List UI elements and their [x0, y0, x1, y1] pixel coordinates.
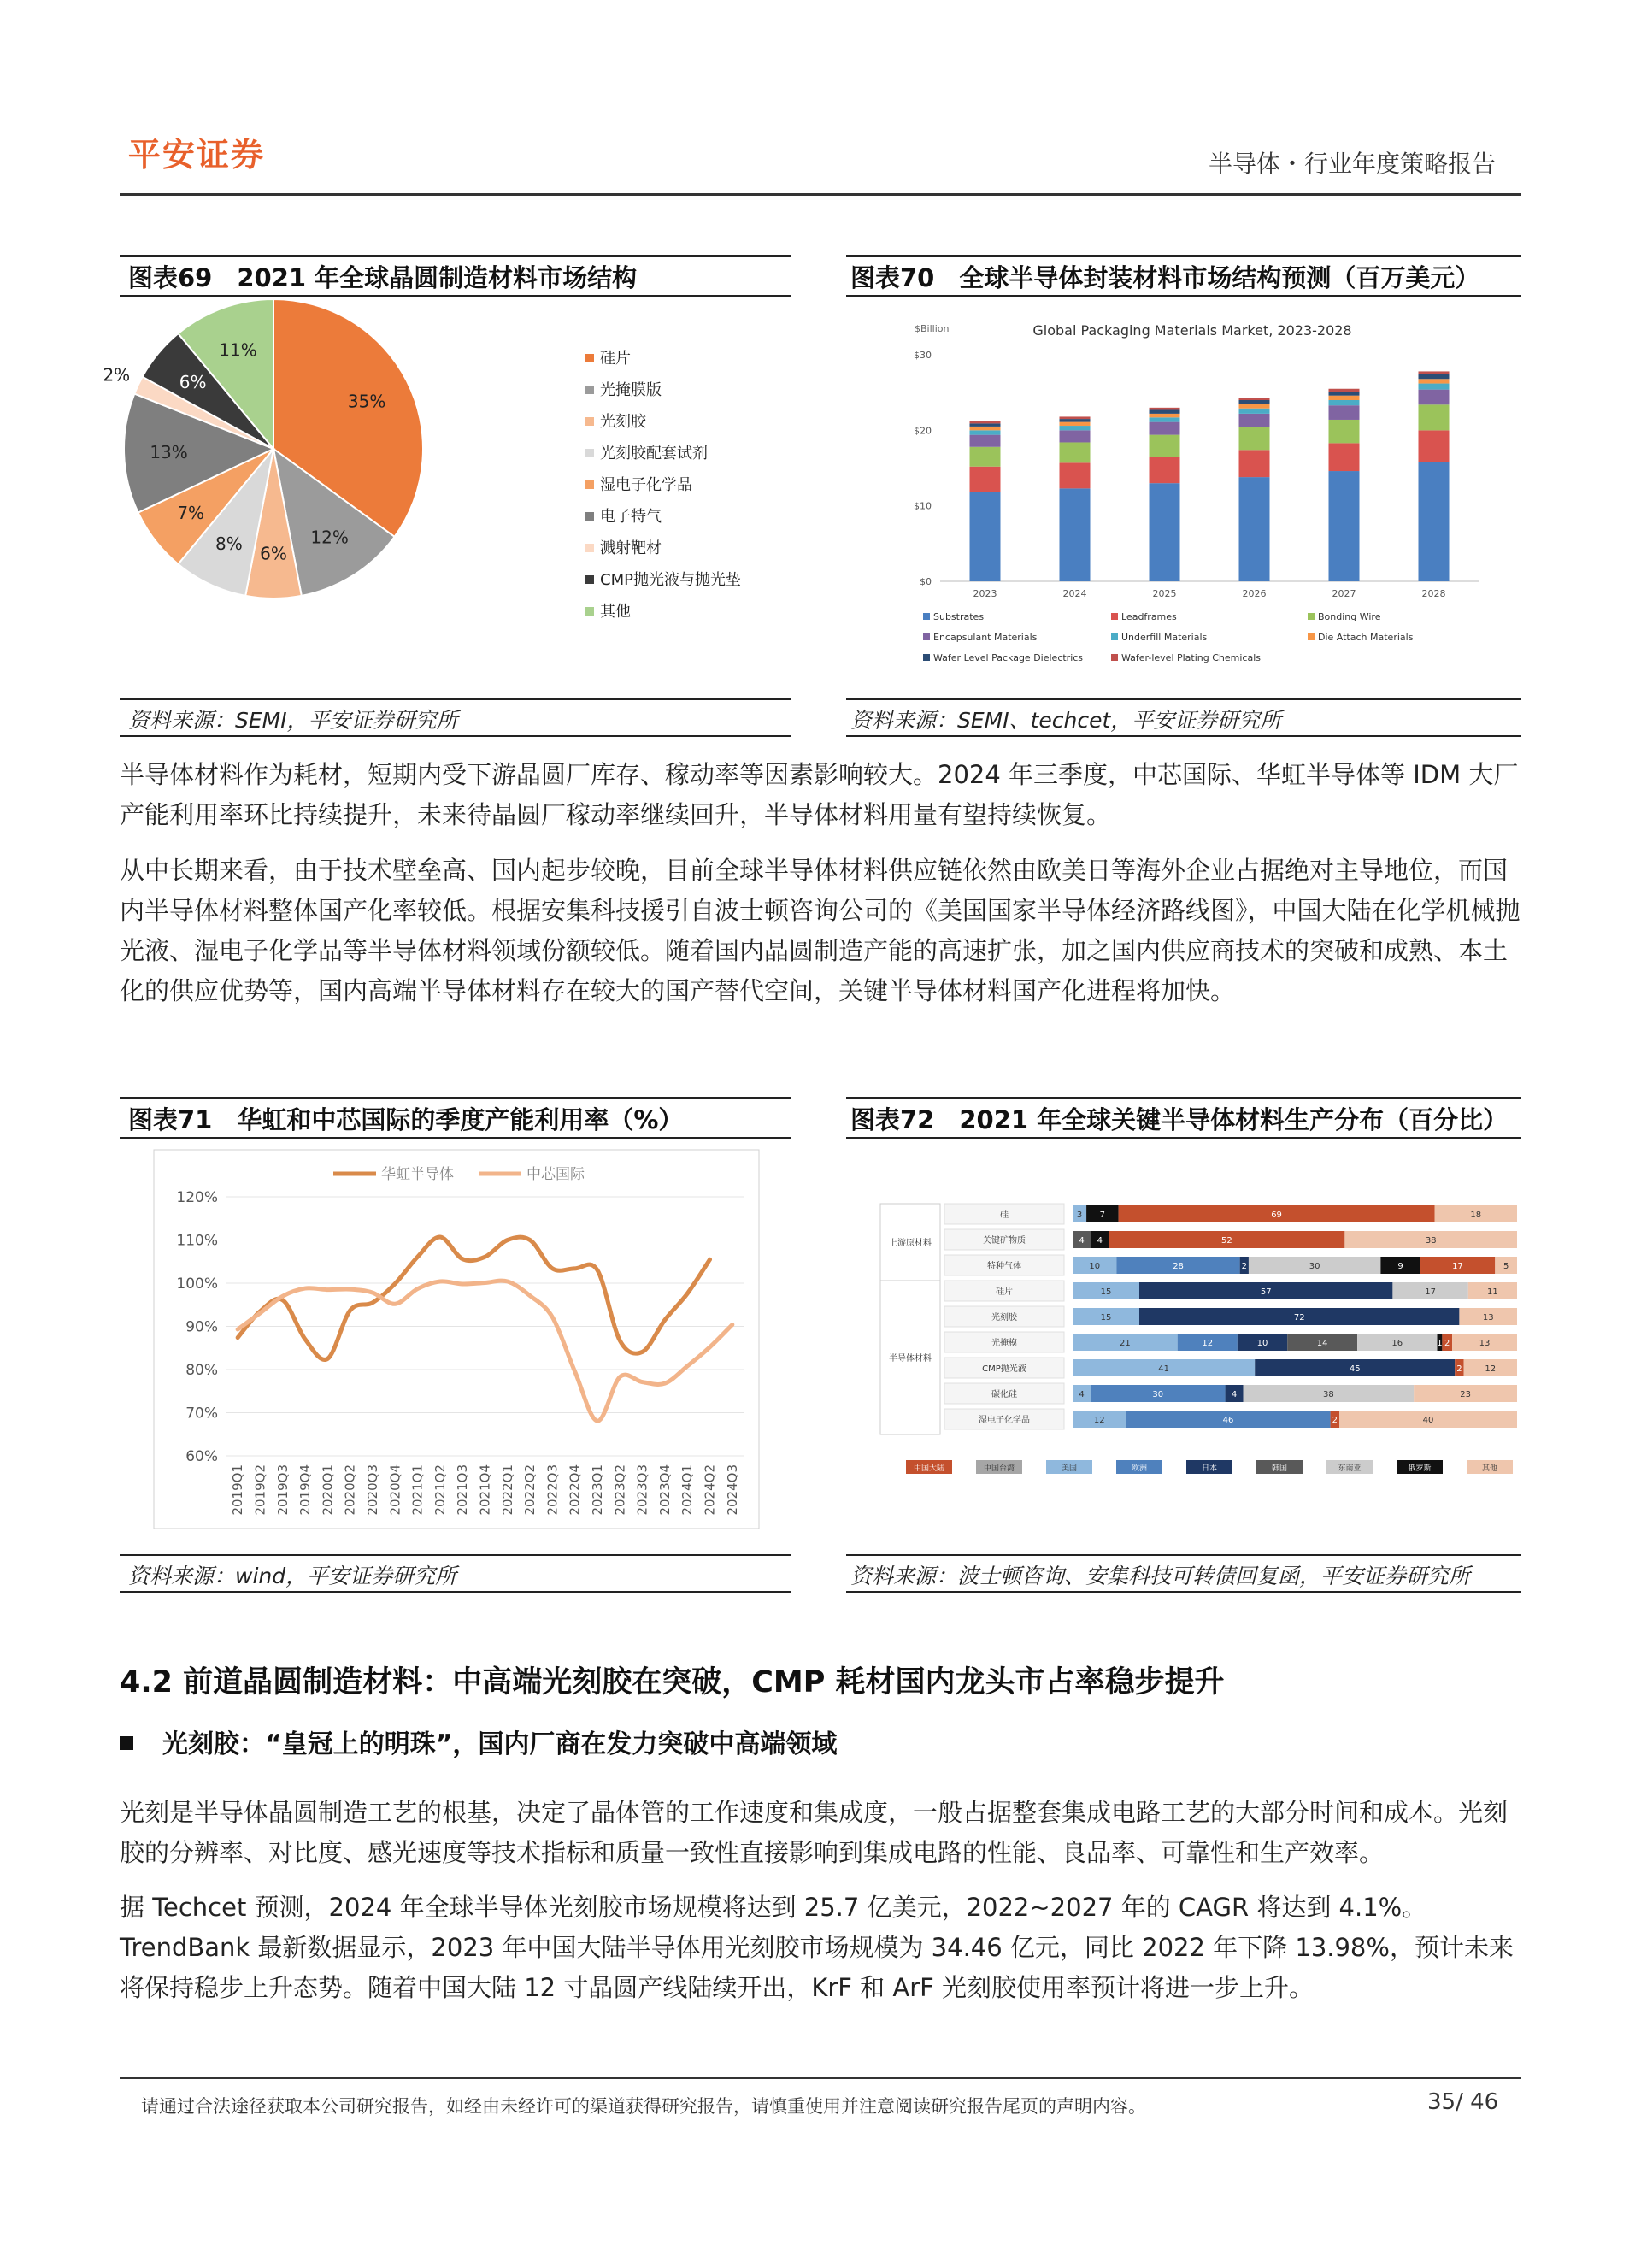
fig71-title: 图表71 华虹和中芯国际的季度产能利用率（%） [128, 1105, 684, 1134]
paragraph-1: 半导体材料作为耗材，短期内受下游晶圆厂库存、稼动率等因素影响较大。2024 年三季度，中芯国际、华虹半导体等 IDM 大厂产能利用率环比持续提升，未来待晶圆厂稼动率继续回升，半导体材料用量有望持续恢复。 [120, 760, 1519, 829]
fig70-bar-0-1 [970, 467, 1001, 492]
fig71-top-rule [120, 1097, 791, 1099]
legend-swatch-7 [585, 575, 594, 584]
fig72-row-label-5: 光掩模 [991, 1339, 1017, 1348]
legend-label-5: 电子特气 [600, 508, 662, 526]
fig71-ytick-1: 70% [185, 1405, 218, 1423]
fig72-legend-label-3: 欧洲 [1131, 1464, 1148, 1473]
fig70-bar-0-7 [970, 421, 1001, 424]
fig72-top-rule [846, 1097, 1521, 1099]
fig70-bar-3-4 [1239, 409, 1270, 414]
fig70-bar-3-3 [1239, 414, 1270, 427]
legend-swatch-6 [585, 544, 594, 552]
fig71-ytick-2: 80% [185, 1362, 218, 1379]
fig71-xtick-3: 2019Q4 [297, 1464, 314, 1516]
fig70-bar-1-3 [1060, 430, 1091, 442]
pie-label-6: 2% [103, 364, 131, 386]
fig72-bar-label-6-4: 45 [1349, 1364, 1361, 1374]
legend-label-6: 溅射靶材 [600, 539, 662, 557]
fig72-legend-label-2: 美国 [1061, 1464, 1078, 1473]
fig72-bar-label-4-10: 13 [1482, 1313, 1494, 1323]
pie-label-1: 12% [310, 527, 349, 548]
legend-swatch-0 [585, 354, 594, 362]
fig72-group-label-0: 上游原材料 [889, 1239, 932, 1248]
fig70-bar-1-1 [1060, 462, 1091, 488]
fig70-bar-3-2 [1239, 427, 1270, 451]
fig72-row-label-4: 光刻胶 [991, 1313, 1017, 1323]
fig72-legend-label-8: 其他 [1481, 1464, 1498, 1473]
fig70-bar-1-7 [1060, 416, 1091, 419]
fig71-xtick-17: 2023Q2 [612, 1464, 628, 1516]
fig72-bar-label-4-4: 72 [1293, 1313, 1305, 1323]
pie-label-7: 6% [179, 371, 207, 392]
header-divider [120, 193, 1521, 196]
fig72-bar-label-7-4: 4 [1231, 1390, 1238, 1399]
fig72-bar-label-5-10: 13 [1479, 1339, 1491, 1348]
fig70-bar-1-6 [1060, 419, 1091, 422]
fig72-row-label-3: 硅片 [996, 1287, 1013, 1297]
legend-swatch-5 [585, 512, 594, 521]
fig72-stacked-bar-chart [872, 1197, 1534, 1487]
fig70-bar-3-1 [1239, 450, 1270, 477]
fig72-bar-label-0-7: 7 [1099, 1211, 1106, 1220]
fig70-legend-swatch-0 [923, 613, 930, 620]
fig72-bar-label-0-2: 3 [1076, 1211, 1083, 1220]
fig72-bar-label-8-8: 2 [1332, 1416, 1338, 1425]
fig72-legend-label-4: 日本 [1201, 1464, 1218, 1473]
fig71-xtick-11: 2021Q4 [477, 1464, 493, 1516]
fig70-bar-4-7 [1329, 389, 1360, 392]
fig72-bar-label-2-4: 2 [1241, 1262, 1247, 1271]
fig72-bar-label-0-10: 18 [1470, 1211, 1482, 1220]
legend-swatch-3 [585, 449, 594, 457]
fig72-bar-label-5-5: 14 [1316, 1339, 1328, 1348]
pie-label-5: 13% [150, 441, 188, 462]
page-number: 35/ 46 [1427, 2089, 1499, 2115]
fig70-bar-3-6 [1239, 400, 1270, 404]
fig72-row-label-2: 特种气体 [987, 1262, 1021, 1271]
fig70-ytick-3: $30 [914, 350, 932, 361]
fig70-bar-1-4 [1060, 426, 1091, 430]
fig70-bar-5-3 [1419, 390, 1450, 405]
fig72-legend-label-0: 中国大陆 [913, 1464, 945, 1473]
fig71-ytick-5: 110% [176, 1232, 218, 1250]
fig72-row-label-7: 碳化硅 [991, 1390, 1017, 1399]
fig71-line-chart [154, 1150, 761, 1530]
legend-label-3: 光刻胶配套试剂 [600, 445, 708, 462]
fig70-bar-chart [897, 308, 1487, 684]
fig72-bar-label-4-2: 15 [1100, 1313, 1112, 1323]
legend-label-2: 光刻胶 [600, 413, 646, 431]
fig70-bar-5-5 [1419, 379, 1450, 383]
pie-label-0: 35% [347, 391, 386, 412]
section-heading: 4.2 前道晶圆制造材料：中高端光刻胶在突破，CMP 耗材国内龙头市占率稳步提升 [120, 1665, 1225, 1700]
fig70-legend-label-5: Die Attach Materials [1318, 632, 1414, 643]
pie-label-3: 8% [215, 533, 243, 554]
pie-label-8: 11% [219, 339, 257, 361]
fig70-bar-0-3 [970, 435, 1001, 447]
fig72-bar-label-3-10: 11 [1487, 1287, 1498, 1297]
fig70-bar-4-1 [1329, 443, 1360, 471]
fig70-bar-2-6 [1150, 409, 1180, 413]
fig70-bar-4-2 [1329, 420, 1360, 443]
fig72-row-label-8: 湿电子化学品 [979, 1416, 1030, 1425]
fig72-bar-label-7-6: 38 [1323, 1390, 1334, 1399]
fig70-bar-5-6 [1419, 374, 1450, 379]
fig69-title-rule [120, 295, 791, 297]
fig72-group-label-1: 半导体材料 [889, 1354, 932, 1364]
fig70-legend-swatch-7 [1111, 654, 1118, 661]
fig72-bar-label-7-10: 23 [1460, 1390, 1471, 1399]
fig70-ylabel: $Billion [915, 323, 950, 334]
fig72-bar-label-2-3: 28 [1173, 1262, 1184, 1271]
fig70-bar-2-3 [1150, 422, 1180, 435]
fig70-legend-label-1: Leadframes [1121, 611, 1177, 622]
fig71-ytick-6: 120% [176, 1189, 218, 1206]
fig70-bar-2-4 [1150, 417, 1180, 421]
fig70-legend-label-3: Encapsulant Materials [933, 632, 1038, 643]
pie-label-2: 6% [260, 543, 287, 564]
fig72-legend-label-6: 东南亚 [1338, 1464, 1362, 1473]
fig70-bar-3-7 [1239, 398, 1270, 400]
pie-label-4: 7% [177, 503, 205, 524]
fig71-xtick-1: 2019Q2 [252, 1464, 268, 1516]
fig70-legend-swatch-2 [1308, 613, 1315, 620]
fig71-xtick-14: 2022Q3 [544, 1464, 561, 1516]
fig72-legend-label-5: 韩国 [1271, 1464, 1288, 1473]
fig72-bar-label-8-3: 46 [1222, 1416, 1234, 1425]
fig70-bottom-rule [846, 735, 1521, 737]
fig71-xtick-22: 2024Q3 [724, 1464, 740, 1516]
fig71-title-rule [120, 1137, 791, 1139]
fig72-bar-label-3-6: 17 [1425, 1287, 1436, 1297]
fig70-xtick-0: 2023 [973, 588, 997, 599]
fig70-title: 图表70 全球半导体封装材料市场结构预测（百万美元） [850, 263, 1480, 292]
fig70-bar-2-7 [1150, 408, 1180, 410]
fig70-xtick-2: 2025 [1152, 588, 1177, 599]
fig72-bar-label-2-7: 9 [1397, 1262, 1403, 1271]
fig71-xtick-0: 2019Q1 [230, 1464, 246, 1516]
fig72-row-label-6: CMP抛光液 [982, 1364, 1026, 1374]
fig71-xtick-21: 2024Q2 [702, 1464, 718, 1516]
fig70-bar-2-1 [1150, 457, 1180, 483]
fig72-bar-label-1-8: 52 [1221, 1236, 1232, 1246]
footer-divider [120, 2077, 1521, 2079]
fig72-bar-label-6-2: 41 [1158, 1364, 1169, 1374]
fig70-bar-4-6 [1329, 392, 1360, 395]
fig70-legend-label-2: Bonding Wire [1318, 611, 1381, 622]
fig71-source-rule [120, 1554, 791, 1556]
fig72-bar-label-1-7: 4 [1097, 1236, 1103, 1246]
fig69-top-rule [120, 255, 791, 257]
fig71-xtick-19: 2023Q4 [656, 1464, 673, 1516]
fig69-bottom-rule [120, 735, 791, 737]
fig70-bar-3-0 [1239, 477, 1270, 581]
fig70-bar-2-2 [1150, 435, 1180, 457]
fig70-title-rule [846, 295, 1521, 297]
fig70-legend-swatch-4 [1111, 633, 1118, 640]
fig70-legend-label-4: Underfill Materials [1121, 632, 1208, 643]
fig72-bar-label-2-10: 5 [1503, 1262, 1509, 1271]
fig72-source: 资料来源：波士顿咨询、安集科技可转债回复函，平安证券研究所 [850, 1564, 1471, 1588]
legend-label-8: 其他 [600, 603, 631, 621]
fig72-bar-label-8-10: 40 [1422, 1416, 1434, 1425]
fig72-bar-label-6-8: 2 [1456, 1364, 1462, 1374]
sub-heading [120, 1723, 837, 1760]
fig70-legend-swatch-5 [1308, 633, 1315, 640]
fig71-ytick-3: 90% [185, 1318, 218, 1336]
fig71-xtick-16: 2023Q1 [590, 1464, 606, 1516]
fig70-bar-5-4 [1419, 384, 1450, 390]
fig70-top-rule [846, 255, 1521, 257]
fig72-bar-label-5-7: 1 [1437, 1339, 1443, 1348]
fig70-legend-label-6: Wafer Level Package Dielectrics [933, 652, 1084, 663]
fig72-bar-label-5-2: 21 [1119, 1339, 1131, 1348]
fig70-bar-4-4 [1329, 400, 1360, 405]
fig72-bar-label-7-2: 4 [1079, 1390, 1085, 1399]
fig72-bar-label-0-8: 69 [1271, 1211, 1282, 1220]
fig72-row-label-0: 硅 [1000, 1211, 1009, 1220]
legend-swatch-2 [585, 417, 594, 426]
fig71-xtick-6: 2020Q3 [364, 1464, 380, 1516]
fig70-bar-5-0 [1419, 462, 1450, 581]
fig72-bottom-rule [846, 1591, 1521, 1593]
fig70-bar-1-2 [1060, 442, 1091, 462]
paragraph-4: 据 Techcet 预测，2024 年全球半导体光刻胶市场规模将达到 25.7 亿美元，2022~2027 年的 CAGR 将达到 4.1%。TrendBank 最新数据显示，2023 年中国大陆半导体用光刻胶市场规模为 34.46 亿元，同比 2022 年下降 13.98%，预计未来将保持稳步上升态势。随着中国大陆 12 寸晶圆产线陆续开出，KrF 和 ArF 光刻胶使用率预计将进一步上升。 [120, 1893, 1514, 2002]
fig72-bar-label-5-8: 2 [1444, 1339, 1450, 1348]
square-bullet-icon [120, 1736, 133, 1750]
fig71-xtick-5: 2020Q2 [342, 1464, 358, 1516]
fig72-bar-label-8-2: 12 [1093, 1416, 1105, 1425]
fig72-bar-label-7-3: 30 [1152, 1390, 1164, 1399]
fig72-bar-label-5-4: 10 [1256, 1339, 1268, 1348]
fig70-ytick-0: $0 [920, 576, 932, 587]
fig72-bar-label-3-4: 57 [1260, 1287, 1272, 1297]
fig72-bar-label-2-6: 30 [1309, 1262, 1320, 1271]
fig72-source-rule [846, 1554, 1521, 1556]
fig72-bar-label-2-8: 17 [1452, 1262, 1463, 1271]
paragraph-2: 从中长期来看，由于技术壁垒高、国内起步较晚，目前全球半导体材料供应链依然由欧美日等海外企业占据绝对主导地位，而国内半导体材料整体国产化率较低。根据安集科技援引自波士顿咨询公司的《美国国家半导体经济路线图》，中国大陆在化学机械抛光液、湿电子化学品等半导体材料领域份额较低。随着国内晶圆制造产能的高速扩张，加之国内供应商技术的突破和成熟、本土化的供应优势等，国内高端半导体材料存在较大的国产替代空间，关键半导体材料国产化进程将加快。 [120, 856, 1520, 1005]
fig72-bar-label-5-3: 12 [1202, 1339, 1214, 1348]
fig70-bar-5-1 [1419, 430, 1450, 462]
fig72-bar-label-1-10: 38 [1425, 1236, 1437, 1246]
sub-heading-text: 光刻胶：“皇冠上的明珠”，国内厂商在发力突破中高端领域 [162, 1729, 838, 1759]
fig72-title-rule [846, 1137, 1521, 1139]
fig70-xtick-5: 2028 [1421, 588, 1446, 599]
fig70-bar-0-5 [970, 427, 1001, 430]
fig70-legend-swatch-1 [1111, 613, 1118, 620]
company-logo: 平安证券 [128, 136, 266, 174]
fig72-bar-label-6-10: 12 [1485, 1364, 1497, 1374]
fig70-bar-0-6 [970, 423, 1001, 427]
fig70-chart-title: Global Packaging Materials Market, 2023-2028 [1032, 322, 1352, 339]
legend-label-7: CMP抛光液与抛光垫 [600, 571, 741, 589]
fig70-bar-5-2 [1419, 404, 1450, 430]
fig70-bar-4-5 [1329, 396, 1360, 400]
fig69-source: 资料来源：SEMI，平安证券研究所 [128, 708, 458, 733]
fig72-bar-label-1-5: 4 [1079, 1236, 1085, 1246]
legend-swatch-1 [585, 386, 594, 394]
footer-disclaimer: 请通过合法途径获取本公司研究报告，如经由未经许可的渠道获得研究报告，请慎重使用并注意阅读研究报告尾页的声明内容。 [141, 2096, 1146, 2117]
fig70-ytick-2: $20 [914, 425, 932, 437]
fig69-pie-chart [103, 303, 791, 692]
legend-swatch-8 [585, 607, 594, 616]
paragraph-3: 光刻是半导体晶圆制造工艺的根基，决定了晶体管的工作速度和集成度，一般占据整套集成电路工艺的大部分时间和成本。光刻胶的分辨率、对比度、感光速度等技术指标和质量一致性直接影响到集成电路的性能、良品率、可靠性和生产效率。 [120, 1798, 1509, 1867]
fig72-bar-label-2-2: 10 [1089, 1262, 1101, 1271]
fig70-xtick-3: 2026 [1242, 588, 1267, 599]
fig70-bar-1-5 [1060, 422, 1091, 426]
fig69-title: 图表69 2021 年全球晶圆制造材料市场结构 [128, 263, 638, 292]
fig70-bar-3-5 [1239, 404, 1270, 408]
fig72-title: 图表72 2021 年全球关键半导体材料生产分布（百分比） [850, 1105, 1509, 1134]
legend-label-0: 硅片 [600, 350, 631, 368]
fig70-legend-swatch-3 [923, 633, 930, 640]
fig71-xtick-2: 2019Q3 [274, 1464, 291, 1516]
fig72-legend-label-1: 中国台湾 [983, 1464, 1015, 1473]
fig70-legend-swatch-6 [923, 654, 930, 661]
fig71-xtick-15: 2022Q4 [567, 1464, 583, 1516]
fig71-xtick-9: 2021Q2 [432, 1464, 448, 1516]
fig71-xtick-13: 2022Q2 [522, 1464, 538, 1516]
fig70-xtick-1: 2024 [1062, 588, 1087, 599]
fig71-xtick-7: 2020Q4 [387, 1464, 403, 1516]
legend-label-1: 光掩膜版 [600, 381, 662, 399]
fig71-legend-label-0: 华虹半导体 [381, 1166, 454, 1183]
fig70-legend-label-0: Substrates [933, 611, 985, 622]
fig70-bar-1-0 [1060, 488, 1091, 581]
fig70-bar-5-7 [1419, 371, 1450, 374]
fig70-bar-2-0 [1150, 483, 1180, 581]
fig72-legend-label-7: 俄罗斯 [1408, 1464, 1432, 1473]
fig72-bar-label-3-2: 15 [1100, 1287, 1112, 1297]
fig71-xtick-12: 2022Q1 [499, 1464, 515, 1516]
fig70-bar-4-3 [1329, 405, 1360, 420]
fig72-bar-label-5-6: 16 [1391, 1339, 1403, 1348]
fig71-ytick-4: 100% [176, 1275, 218, 1293]
fig71-xtick-4: 2020Q1 [320, 1464, 336, 1516]
document-title: 半导体・行业年度策略报告 [1208, 150, 1496, 178]
legend-label-4: 湿电子化学品 [600, 476, 692, 494]
fig71-ytick-0: 60% [185, 1448, 218, 1465]
fig71-xtick-10: 2021Q3 [455, 1464, 471, 1516]
fig70-bar-0-2 [970, 447, 1001, 467]
fig70-ytick-1: $10 [914, 500, 932, 512]
fig70-bar-0-0 [970, 492, 1001, 581]
fig70-bar-0-4 [970, 430, 1001, 434]
fig71-xtick-8: 2021Q1 [409, 1464, 426, 1516]
fig70-source: 资料来源：SEMI、techcet，平安证券研究所 [850, 708, 1282, 733]
fig69-source-rule [120, 698, 791, 700]
fig70-xtick-4: 2027 [1332, 588, 1356, 599]
fig70-bar-4-0 [1329, 471, 1360, 581]
fig71-legend-label-1: 中芯国际 [526, 1166, 585, 1183]
fig71-xtick-18: 2023Q3 [634, 1464, 650, 1516]
fig72-row-label-1: 关键矿物质 [983, 1236, 1026, 1246]
fig71-xtick-20: 2024Q1 [679, 1464, 696, 1516]
fig70-source-rule [846, 698, 1521, 700]
fig70-bar-2-5 [1150, 414, 1180, 417]
legend-swatch-4 [585, 480, 594, 489]
fig70-legend-label-7: Wafer-level Plating Chemicals [1121, 652, 1262, 663]
fig71-bottom-rule [120, 1591, 791, 1593]
fig71-source: 资料来源：wind，平安证券研究所 [128, 1564, 457, 1588]
